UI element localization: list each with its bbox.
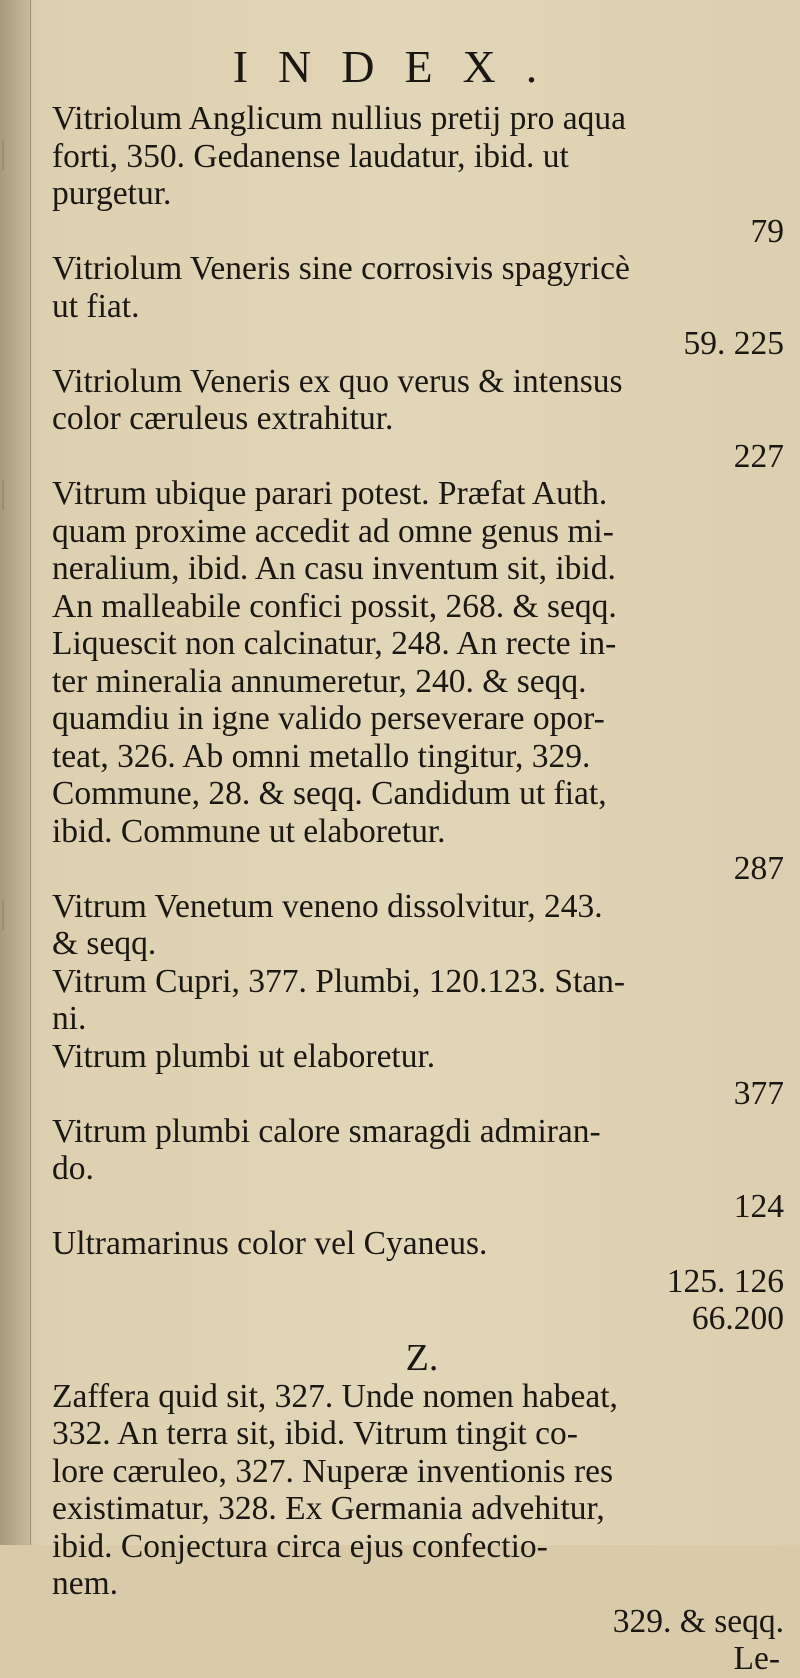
index-entry	[52, 1225, 792, 1338]
page-ref: 79	[750, 212, 784, 250]
entry-text: Zaffera quid sit, 327. Unde nomen habeat, 332. An terra sit, ibid. Vitrum tingit co- lore cæruleo, 327. Nuperæ inventionis res existimatur, 328. Ex Germania advehitur, ibid. Conjectura circa ejus confectio- nem.	[52, 1377, 618, 1602]
entry-text: Ultramarinus color vel Cyaneus.	[52, 1225, 488, 1262]
index-content	[52, 100, 792, 1678]
index-entry	[52, 100, 792, 250]
page-gutter	[0, 0, 31, 1545]
page-ref: 124	[733, 1187, 784, 1225]
page-ref: 59. 225	[683, 325, 784, 362]
section-letter: Z.	[405, 1336, 439, 1379]
entry-text: Vitrum Cupri, 377. Plumbi, 120.123. Stan- ni.	[52, 962, 626, 1037]
index-entry	[52, 363, 792, 476]
page-ref: 329. & seqq.	[612, 1602, 784, 1640]
gutter-mark	[2, 900, 10, 930]
index-entry	[52, 1378, 792, 1641]
entry-text: Vitriolum Anglicum nullius pretij pro aqua forti, 350. Gedanense laudatur, ibid. ut purgetur.	[52, 100, 626, 212]
gutter-mark	[2, 140, 10, 170]
page-ref: 227	[733, 437, 784, 475]
index-entry	[52, 1038, 792, 1113]
catchword: Le-	[733, 1640, 780, 1677]
page-title: INDEX.	[232, 41, 568, 92]
page-ref: 377	[733, 1075, 784, 1112]
entry-text: Vitriolum Veneris sine corrosivis spagyricè ut fiat.	[52, 250, 630, 325]
index-entry	[52, 963, 792, 1038]
entry-text: Vitrum plumbi calore smaragdi admiran- do.	[52, 1112, 601, 1187]
index-entry	[52, 250, 792, 363]
entry-text: Vitrum plumbi ut elaboretur.	[52, 1037, 436, 1075]
page-ref: 125. 126 66.200	[666, 1262, 784, 1337]
index-entry	[52, 1113, 792, 1226]
entry-text: Vitrum ubique parari potest. Præfat Auth. quam proxime accedit ad omne genus mi- neralium, ibid. An casu inventum sit, ibid. An malleabile confici possit, 268. & seqq. Liquescit non calcinatur, 248. An recte in- ter mineralia annumeretur, 240. & seqq. quamdiu in igne valido perseverare opor- teat, 326. Ab omni metallo tingitur, 329. Commune, 28. & seqq. Candidum ut fiat, ibid. Commune ut elaboretur.	[52, 475, 617, 850]
entry-text: Vitriolum Veneris ex quo verus & intensus color cæruleus extrahitur.	[52, 362, 623, 437]
entry-text: Vitrum Venetum veneno dissolvitur, 243. & seqq.	[52, 887, 603, 962]
page-ref: 287	[733, 850, 784, 887]
index-entry	[52, 888, 792, 963]
gutter-mark	[2, 480, 10, 510]
index-entry	[52, 475, 792, 888]
